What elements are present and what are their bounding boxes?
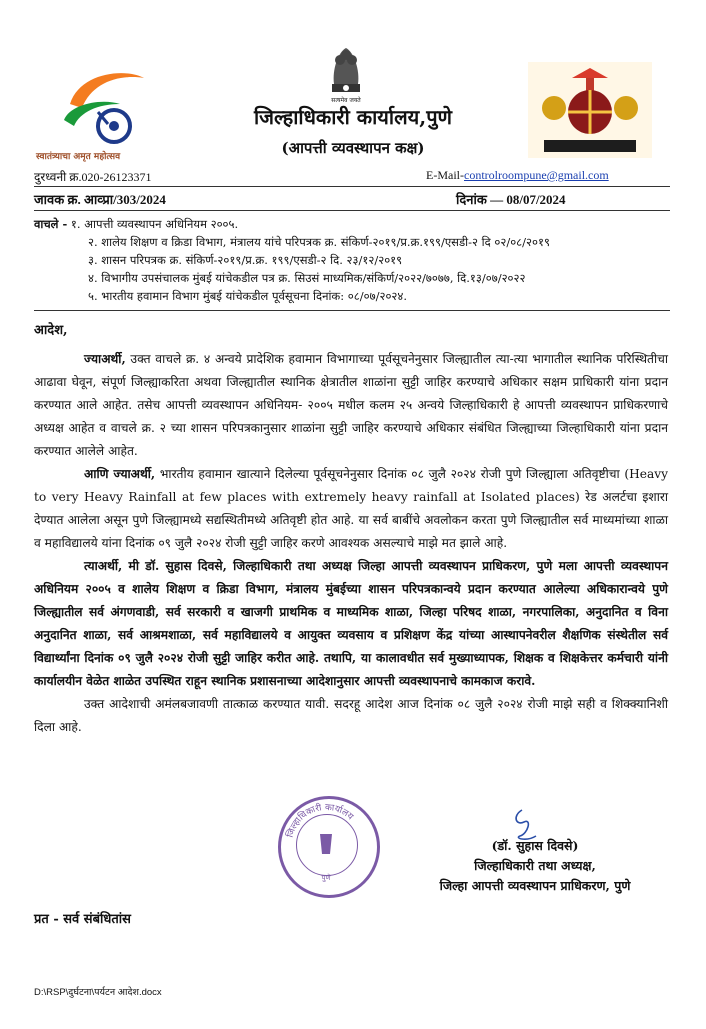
letter-date: दिनांक — 08/07/2024 (456, 192, 566, 207)
reference-item: ५. भारतीय हवामान विभाग मुंबई यांचेकडील पूर्वसूचना दिनांक: ०८/०७/२०२४. (88, 289, 408, 303)
signatory-name: (डॉ. सुहास दिवसे) (491, 838, 579, 853)
office-subtitle: (आपत्ती व्यवस्थापन कक्ष) (281, 139, 425, 157)
logo-caption: स्वातंत्र्याचा अमृत महोत्सव (36, 152, 121, 162)
svg-text:पुणे: पुणे (321, 874, 331, 882)
paragraph-1: ज्याअर्थी, उक्त वाचले क्र. ४ अन्वये प्रादेशिक हवामान विभागाच्या पूर्वसूचनेनुसार जिल्ह्यातील त्या-त्या भागातील स्थानिक परिस्थितीचा आढावा घेवून, संपूर्ण जिल्ह्याकरिता अथवा जिल्ह्यातील स्थानिक क्षेत्रातील शाळांना सुट्टी जाहिर करण्याचे अधिकार सक्षम प्राधिकारी यांना प्रदान करण्यात आले आहेत. तसेच आपत्ती व्यवस्थापन अधिनियम- २००५ मधील कलम २५ अन्वये जिल्हाधिकारी हे आपत्ती व्यवस्थापन प्राधिकरणाचे अध्यक्ष आहेत व वाचले क्र. २ च्या शासन परिपत्रकानुसार शाळांना सुट्टी जाहिर करण्याचे अधिकार संबंधित जिल्ह्याच्या जिल्हाधिकारी यांना प्रदान करण्यात आलेले आहेत. (34, 352, 668, 458)
reference-item: वाचले - १. आपत्ती व्यवस्थापन अधिनियम २००५. (34, 217, 239, 231)
order-body (34, 348, 668, 739)
references-block (34, 215, 550, 305)
copy-to: प्रत - सर्व संबंधितांस (34, 912, 131, 927)
phone-number: दुरध्वनी क्र.020-26123371 (34, 170, 152, 184)
emblem-motto: सत्यमेव जयते (331, 97, 361, 104)
signatory-authority: जिल्हा आपत्ती व्यवस्थापन प्राधिकरण, पुणे (439, 878, 631, 893)
references-label: वाचले - (34, 217, 68, 231)
file-path: D:\RSP\दुर्घटना\पर्यटन आदेश.docx (34, 987, 162, 998)
svg-text:जिल्हाधिकारी कार्यालय: जिल्हाधिकारी कार्यालय (285, 802, 355, 839)
order-heading: आदेश, (34, 323, 68, 338)
date-divider (34, 210, 670, 211)
stamp-lettering-icon (278, 796, 374, 892)
email-link[interactable]: controlroompune@gmail.com (464, 168, 609, 182)
paragraph-3: त्याअर्थी, मी डॉ. सुहास दिवसे, जिल्हाधिकारी तथा अध्यक्ष जिल्हा आपत्ती व्यवस्थापन प्राधिकरण, पुणे मला आपत्ती व्यवस्थापन अधिनियम २००५ व शालेय शिक्षण व क्रिडा विभाग, मंत्रालय मुंबईच्या शासन परिपत्रकान्वये प्रदान करण्यात आलेल्या अधिकारान्वये पुणे जिल्ह्यातील सर्व अंगणवाडी, सर्व सरकारी व खाजगी प्राथमिक व माध्यमिक शाळा, जिल्हा परिषद शाळा, नगरपालिका, अनुदानित व विना अनुदानित शाळा, सर्व आश्रमशाळा, सर्व महाविद्यालये व आयुक्त व्यवसाय व प्रशिक्षण केंद्र यांच्या आस्थापनेवरील शैक्षणिक संस्थेतील सर्व विद्यार्थ्यांना दिनांक ०९ जुलै २०२४ रोजी सुट्टी जाहिर करीत आहे. तथापि, या कालावधीत सर्व मुख्याध्यापक, शिक्षक व शिक्षकेत्तर कर्मचारी यांनी कार्यालयीन वेळेत शाळेत उपस्थित राहून स्थानिक प्रशासनाच्या आदेशानुसार आपत्ती व्यवस्थापनाचे कामकाज करावे. (34, 559, 668, 688)
email-line (426, 168, 609, 183)
reference-item: ४. विभागीय उपसंचालक मुंबई यांचेकडील पत्र क्र. सिउसं माध्यमिक/संकिर्ण/२०२२/७०७७, दि.१३/०७/२०२२ (88, 271, 526, 285)
reference-item: ३. शासन परिपत्रक क्र. संकिर्ण-२०१९/प्र.क्र. १९९/एसडी-२ दि. २३/१२/२०१९ (88, 253, 403, 267)
office-title: जिल्हाधिकारी कार्यालय,पुणे (253, 105, 453, 129)
paragraph-4: उक्त आदेशाची अमंलबजावणी तात्काळ करण्यात यावी. सदरहू आदेश आज दिनांक ०८ जुलै २०२४ रोजी माझे सही व शिक्क्यानिशी दिला आहे. (34, 697, 668, 734)
outward-number: जावक क्र. आव्प्रा/303/2024 (34, 192, 166, 207)
email-label: E-Mail- (426, 168, 464, 182)
paragraph-2: आणि ज्याअर्थी, भारतीय हवामान खात्याने दिलेल्या पूर्वसूचनेनुसार दिनांक ०८ जुलै २०२४ रोजी पुणे जिल्ह्याला अतिवृष्टीचा (Heavy to very Heavy Rainfall at few places with extremely heavy rainfall at Isolated places) रेड अलर्टचा इशारा देण्यात आलेला असून पुणे जिल्ह्यामध्ये सद्यस्थितीमध्ये अतिवृष्टी होत आहे. या सर्व बाबींचे अवलोकन करता पुणे जिल्ह्यातील सर्व माध्यमांच्या शाळा व महाविद्यालये यांना दिनांक ०९ जुलै २०२४ रोजी सुट्टी जाहिर करणे आवश्यक असल्याचे माझे मत झाले आहे. (34, 467, 668, 550)
references-divider (34, 310, 670, 311)
header-divider (34, 186, 670, 187)
signatory-designation: जिल्हाधिकारी तथा अध्यक्ष, (474, 858, 596, 873)
reference-item: २. शालेय शिक्षण व क्रिडा विभाग, मंत्रालय यांचे परिपत्रक क्र. संकिर्ण-२०१९/प्र.क्र.१९९/एसडी-२ दि ०२/०८/२०१९ (88, 235, 550, 249)
signatory-block (420, 836, 650, 896)
